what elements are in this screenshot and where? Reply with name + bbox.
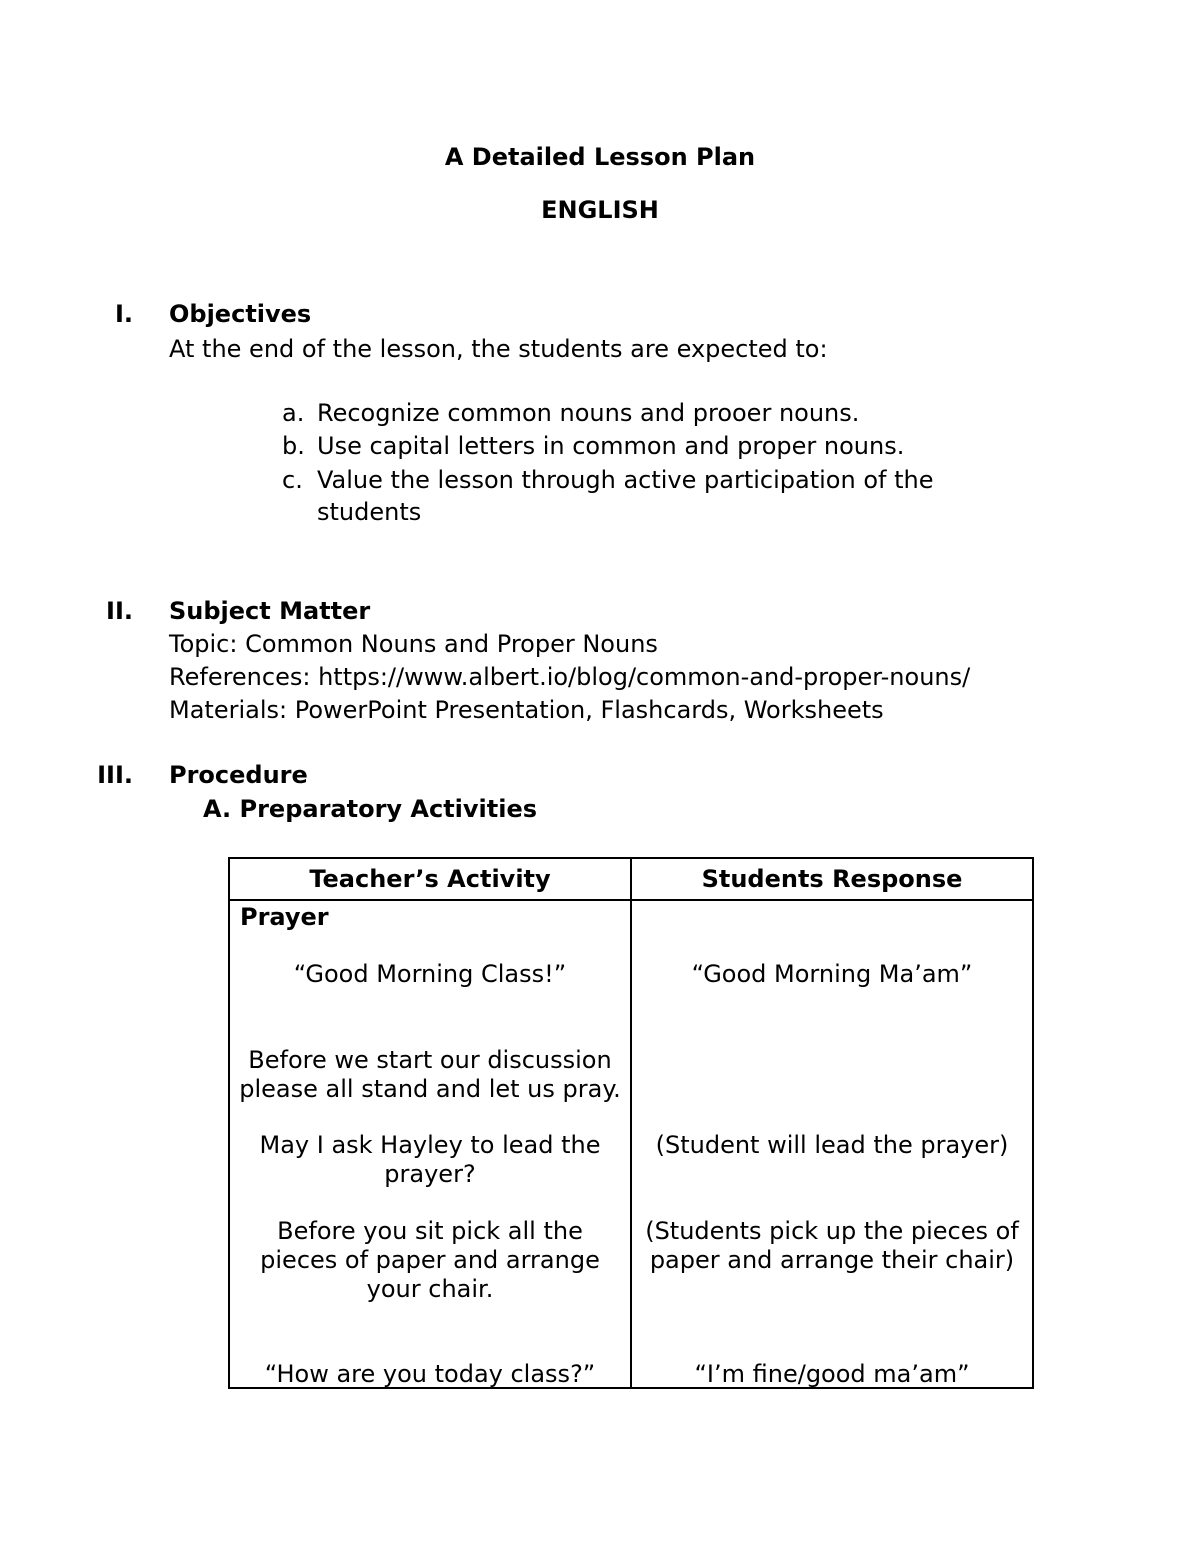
objectives-intro: At the end of the lesson, the students are expected to:: [169, 335, 828, 363]
students-response-header: Students Response: [631, 858, 1033, 900]
section-numeral-subject-matter: II.: [106, 597, 133, 625]
objective-item-b: Use capital letters in common and proper nouns.: [317, 432, 905, 460]
objective-item-a: Recognize common nouns and prooer nouns.: [317, 399, 860, 427]
table-row: [229, 900, 1033, 1388]
teacher-line: prayer?: [384, 1160, 476, 1188]
objective-item-c: Value the lesson through active participation of the: [317, 466, 934, 494]
student-line: (Students pick up the pieces of: [645, 1217, 1019, 1245]
subject-matter-heading: Subject Matter: [169, 597, 371, 625]
prayer-label: Prayer: [240, 903, 329, 931]
teacher-activity-header: Teacher’s Activity: [229, 858, 631, 900]
teacher-line: May I ask Hayley to lead the: [259, 1131, 601, 1159]
teacher-line: Before you sit pick all the: [277, 1217, 583, 1245]
teacher-line: “How are you today class?”: [264, 1360, 596, 1388]
materials-line: Materials: PowerPoint Presentation, Flashcards, Worksheets: [169, 696, 884, 724]
section-numeral-procedure: III.: [97, 761, 133, 789]
references-line: References: https://www.albert.io/blog/common-and-proper-nouns/: [169, 663, 971, 691]
objective-item-c-continued: students: [317, 498, 422, 526]
section-numeral-objectives: I.: [114, 300, 133, 328]
student-line: “Good Morning Ma’am”: [691, 960, 973, 988]
objectives-heading: Objectives: [169, 300, 312, 328]
preparatory-activities-heading: A. Preparatory Activities: [203, 795, 538, 823]
teacher-activity-cell: [229, 900, 631, 1388]
teacher-line: please all stand and let us pray.: [239, 1075, 621, 1103]
procedure-heading: Procedure: [169, 761, 308, 789]
teacher-line: Before we start our discussion: [248, 1046, 612, 1074]
objective-marker-b: b.: [282, 432, 305, 460]
objective-marker-a: a.: [282, 399, 305, 427]
teacher-line: your chair.: [366, 1275, 494, 1303]
objective-marker-c: c.: [282, 466, 303, 494]
teacher-line: “Good Morning Class!”: [293, 960, 567, 988]
topic-line: Topic: Common Nouns and Proper Nouns: [169, 630, 658, 658]
table-header-row: [229, 858, 1033, 900]
student-line: paper and arrange their chair): [649, 1246, 1015, 1274]
student-line: (Student will lead the prayer): [655, 1131, 1009, 1159]
students-response-cell: [631, 900, 1033, 1388]
subject-title: ENGLISH: [541, 196, 659, 224]
student-line: “I’m fine/good ma’am”: [694, 1360, 970, 1388]
document-title: A Detailed Lesson Plan: [444, 143, 756, 171]
activity-table: [228, 857, 1034, 1389]
teacher-line: pieces of paper and arrange: [260, 1246, 600, 1274]
